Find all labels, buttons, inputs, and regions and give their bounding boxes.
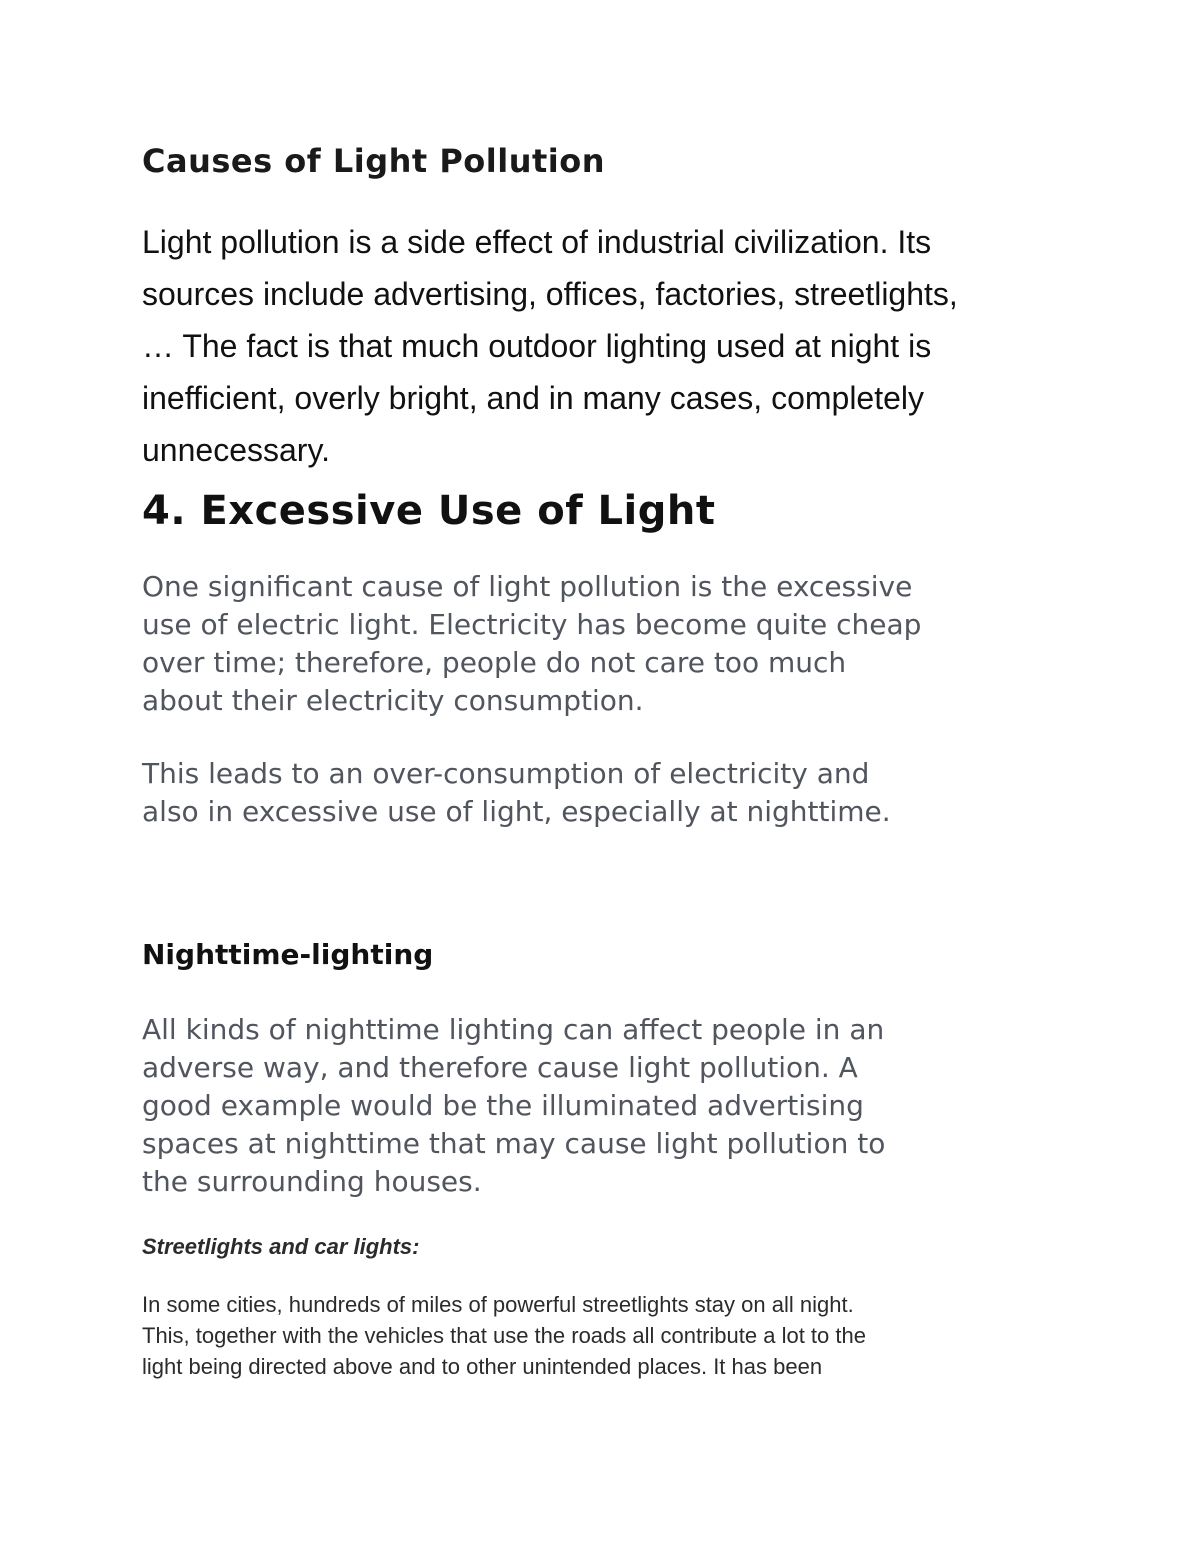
paragraph-line: over time; therefore, people do not care too much — [142, 646, 847, 679]
paragraph-line: All kinds of nighttime lighting can affect people in an — [142, 1013, 885, 1046]
paragraph-line: This leads to an over-consumption of electricity and — [142, 757, 870, 790]
paragraph-line: In some cities, hundreds of miles of powerful streetlights stay on all night. — [142, 1292, 854, 1317]
streetlights-heading: Streetlights and car lights: — [142, 1234, 420, 1259]
intro-line: unnecessary. — [142, 432, 330, 468]
intro-line: inefficient, overly bright, and in many cases, completely — [142, 380, 925, 416]
intro-paragraph — [142, 216, 1102, 476]
paragraph-line: also in excessive use of light, especially at nighttime. — [142, 795, 891, 828]
intro-line: … The fact is that much outdoor lighting used at night is — [142, 328, 932, 364]
paragraph-line: This, together with the vehicles that use the roads all contribute a lot to the — [142, 1323, 866, 1348]
streetlights-paragraph — [142, 1289, 866, 1382]
excessive-use-paragraph — [142, 568, 921, 720]
over-consumption-paragraph — [142, 755, 891, 831]
nighttime-lighting-heading: Nighttime-lighting — [142, 938, 434, 971]
paragraph-line: use of electric light. Electricity has become quite cheap — [142, 608, 922, 641]
nighttime-lighting-paragraph — [142, 1011, 885, 1201]
intro-line: Light pollution is a side effect of industrial civilization. Its — [142, 224, 932, 260]
paragraph-line: light being directed above and to other unintended places. It has been — [142, 1354, 823, 1379]
paragraph-line: adverse way, and therefore cause light pollution. A — [142, 1051, 858, 1084]
page-title: Causes of Light Pollution — [142, 142, 606, 180]
paragraph-line: spaces at nighttime that may cause light pollution to — [142, 1127, 886, 1160]
paragraph-line: about their electricity consumption. — [142, 684, 644, 717]
intro-line: sources include advertising, offices, factories, streetlights, — [142, 276, 958, 312]
paragraph-line: good example would be the illuminated advertising — [142, 1089, 864, 1122]
paragraph-line: the surrounding houses. — [142, 1165, 482, 1198]
section-heading: 4. Excessive Use of Light — [142, 488, 716, 534]
paragraph-line: One significant cause of light pollution is the excessive — [142, 570, 913, 603]
